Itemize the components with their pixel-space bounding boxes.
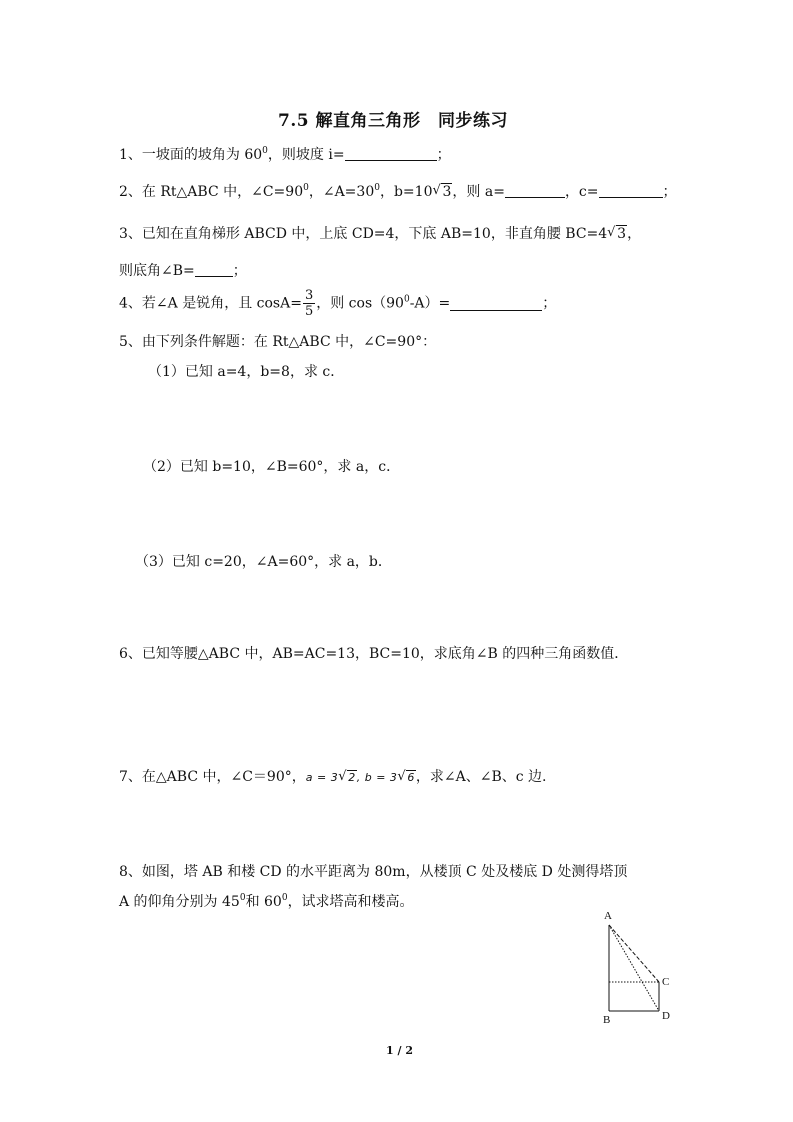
question-5-part-1: （1）已知 a=4，b=8，求 c． [148,364,345,380]
q2-sup2: 0 [374,183,380,193]
sightline-da [609,925,659,1011]
question-1 [119,146,451,164]
q2-sup1: 0 [303,183,309,193]
label-c: C [662,976,670,988]
q4-suffix: ； [542,295,557,312]
q2-mid3: ，则 a= [452,184,505,200]
question-5: 5、由下列条件解题：在 Rt△ABC 中，∠C=90°： [119,334,437,350]
q2-prefix: 2、在 Rt△ABC 中，∠C=90 [119,184,304,200]
q3-sqrt: √ 3 [607,225,627,242]
q4-sup: 0 [403,294,410,305]
q1-mid: ，则坡度 i= [267,147,345,163]
q3-line2-suffix: ； [232,263,247,279]
q7-equation: a = 3 √ 2, b = 3 √ 6 [305,769,415,784]
q1-answer-blank[interactable] [345,146,437,161]
q2-sqrt: √ 3 [432,183,452,200]
q1-sup: 0 [262,146,268,156]
q3-answer-blank[interactable] [195,262,233,277]
q3-line2-prefix: 则底角∠B= [119,263,195,279]
label-b: B [603,1014,611,1026]
sightline-ca [609,925,659,982]
q4-answer-blank[interactable] [450,296,542,311]
q8-sup1: 0 [239,893,246,903]
q1-suffix: ； [436,147,451,163]
page-number: 1 / 2 [386,1044,413,1057]
question-5-part-3: （3）已知 c=20，∠A=60°，求 a，b． [135,554,392,570]
q4-mid: ，则 cos（90 [316,295,404,312]
q3-line1-suffix: ， [627,226,642,242]
q8-line2-prefix: A 的仰角分别为 45 [119,894,240,910]
tower-building-figure [596,906,686,1028]
q2-mid4: ，c= [564,184,599,200]
q4-fraction: $\frac{3}{5}$ [304,288,314,319]
q2-suffix: ； [662,184,677,200]
question-3-line-2 [119,262,247,280]
q1-prefix: 1、一坡面的坡角为 60 [119,147,263,163]
question-5-part-2: （2）已知 b=10，∠B=60°，求 a，c． [143,459,401,475]
question-7 [119,768,547,787]
q2-c-blank[interactable] [599,183,663,198]
q2-mid1: ，∠A=30 [308,184,375,200]
q7-prefix: 7、在△ABC 中，∠C＝90°， [119,769,306,785]
q3-line1-prefix: 3、已知在直角梯形 ABCD 中，上底 CD=4，下底 AB=10，非直角腰 BC=4 [119,226,608,242]
q4-prefix: 4、若∠A 是锐角，且 cosA= [119,295,302,312]
label-d: D [662,1010,670,1022]
question-8-line-1: 8、如图，塔 AB 和楼 CD 的水平距离为 80m，从楼顶 C 处及楼底 D 处测得塔顶 [119,864,628,880]
q2-mid2: ，b=10 [379,184,433,200]
q7-suffix: ，求∠A、∠B、c 边. [415,769,547,785]
question-2 [119,183,677,201]
q2-a-blank[interactable] [505,183,565,198]
q4-mid2: -A）= [409,295,451,312]
q8-line2-mid: 和 60 [245,894,282,910]
question-6: 6、已知等腰△ABC 中，AB=AC=13，BC=10，求底角∠B 的四种三角函数值． [119,646,629,662]
question-3-line-1 [119,225,641,243]
page-title: 7.5 解直角三角形 同步练习 [278,111,508,131]
question-4 [119,288,556,319]
label-a: A [604,910,612,922]
q8-line2-suffix: ，试求塔高和楼高。 [287,894,414,910]
q8-sup2: 0 [281,893,288,903]
question-8-line-2 [119,893,414,911]
